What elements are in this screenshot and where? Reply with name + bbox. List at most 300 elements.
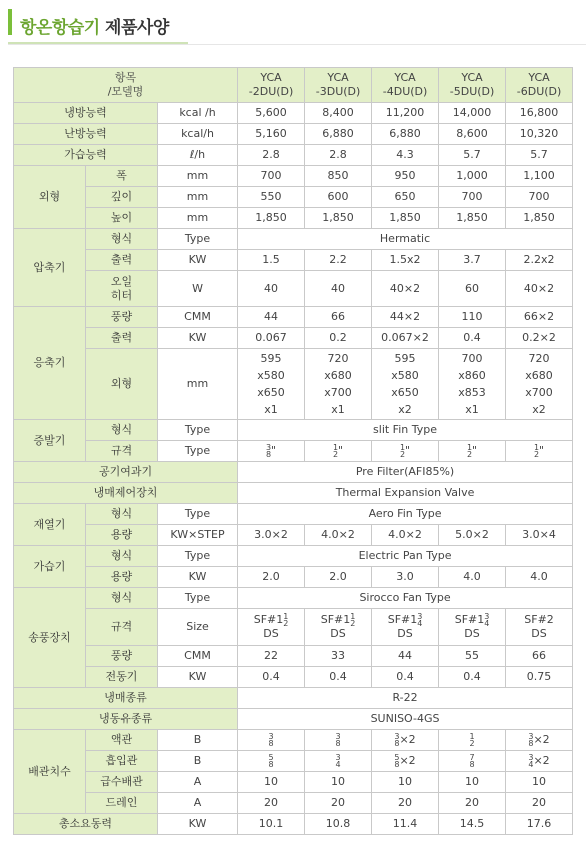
fraction-denominator: 8	[394, 760, 400, 769]
value-cell: 2.2	[305, 250, 372, 271]
model-name-line1: YCA	[327, 71, 349, 84]
value-cell: 22	[238, 646, 305, 667]
dimension-line: x860	[458, 369, 486, 382]
model-name-line2: -4DU(D)	[382, 85, 428, 98]
inch-mark: "	[472, 444, 478, 457]
group-label: 송풍장치	[14, 588, 86, 688]
value-cell	[439, 751, 506, 772]
model-name-line1: YCA	[528, 71, 550, 84]
model-name-line2: -5DU(D)	[449, 85, 495, 98]
sub-label: 출력	[86, 328, 158, 349]
value-cell: 4.0×2	[305, 525, 372, 546]
fraction-denominator: 4	[417, 619, 423, 628]
spec-table-body	[14, 68, 573, 835]
unit-cell: A	[158, 772, 238, 793]
value-cell: 2.2x2	[506, 250, 573, 271]
model-name-line1: YCA	[260, 71, 282, 84]
title-divider	[8, 44, 586, 45]
value-cell: 66	[506, 646, 573, 667]
unit-cell: W	[158, 271, 238, 307]
merged-value-cell: Electric Pan Type	[238, 546, 573, 567]
value-cell	[372, 349, 439, 420]
value-cell: 11,200	[372, 103, 439, 124]
unit-cell: mm	[158, 208, 238, 229]
sub-label: 규격	[86, 609, 158, 646]
fraction-denominator: 2	[466, 450, 473, 459]
unit-cell: B	[158, 730, 238, 751]
fraction	[268, 733, 273, 747]
page-title	[20, 13, 169, 38]
unit-cell: mm	[158, 166, 238, 187]
fraction	[469, 733, 474, 747]
spec-table	[13, 67, 573, 835]
sub-label: 외형	[86, 349, 158, 420]
dimension-line: x2	[532, 403, 546, 416]
value-cell: 1,850	[506, 208, 573, 229]
model-header-cell	[506, 68, 573, 103]
value-cell: 0.4	[238, 667, 305, 688]
table-row	[14, 187, 573, 208]
value-cell	[439, 730, 506, 751]
fan-size: SF#1	[320, 613, 351, 626]
sub-label: 흡입관	[86, 751, 158, 772]
dimension-line: x700	[525, 386, 553, 399]
value-cell: 8,600	[439, 124, 506, 145]
unit-cell: CMM	[158, 307, 238, 328]
merged-value-cell: Aero Fin Type	[238, 504, 573, 525]
fraction-numerator: 1	[469, 732, 475, 741]
fan-suffix: DS	[330, 627, 346, 640]
model-name-line2: -2DU(D)	[248, 85, 294, 98]
group-label: 압축기	[14, 229, 86, 307]
row-label: 총소요동력	[14, 814, 158, 835]
dimension-line: x580	[391, 369, 419, 382]
value-cell: 40×2	[506, 271, 573, 307]
unit-cell: KW	[158, 814, 238, 835]
value-cell: 44	[372, 646, 439, 667]
fraction-denominator: 2	[399, 450, 406, 459]
fan-suffix: DS	[263, 627, 279, 640]
fraction-denominator: 8	[394, 739, 400, 748]
merged-value-cell: Sirocco Fan Type	[238, 588, 573, 609]
fraction-numerator: 3	[417, 612, 423, 621]
fraction-denominator: 4	[528, 760, 534, 769]
value-cell: 60	[439, 271, 506, 307]
table-row	[14, 166, 573, 187]
unit-cell: kcal /h	[158, 103, 238, 124]
value-cell: 66×2	[506, 307, 573, 328]
table-row	[14, 609, 573, 646]
unit-cell: Type	[158, 504, 238, 525]
value-cell: 700	[439, 187, 506, 208]
value-cell	[506, 730, 573, 751]
value-cell: 20	[305, 793, 372, 814]
value-cell: 1,850	[372, 208, 439, 229]
value-cell: 650	[372, 187, 439, 208]
unit-cell: Type	[158, 441, 238, 462]
value-cell: 44	[238, 307, 305, 328]
fraction-denominator: 8	[528, 739, 534, 748]
model-name-line2: -6DU(D)	[516, 85, 562, 98]
value-cell: 0.4	[439, 328, 506, 349]
fraction-numerator: 7	[469, 753, 475, 762]
table-row	[14, 229, 573, 250]
value-cell: 6,880	[305, 124, 372, 145]
table-row	[14, 103, 573, 124]
multiplier: ×2	[399, 754, 416, 767]
unit-cell: Type	[158, 546, 238, 567]
table-row	[14, 504, 573, 525]
sub-label-line2: 히터	[110, 288, 133, 302]
fraction	[335, 754, 340, 768]
sub-label: 형식	[86, 588, 158, 609]
value-cell: 4.3	[372, 145, 439, 166]
fraction-numerator: 1	[533, 443, 540, 452]
model-name-line1: YCA	[461, 71, 483, 84]
unit-cell: Type	[158, 229, 238, 250]
value-cell	[506, 349, 573, 420]
table-row	[14, 124, 573, 145]
value-cell: 1,850	[238, 208, 305, 229]
value-cell: 6,880	[372, 124, 439, 145]
value-cell	[372, 609, 439, 646]
fraction-numerator: 1	[466, 443, 473, 452]
value-cell: 5,160	[238, 124, 305, 145]
value-cell: 1,850	[439, 208, 506, 229]
value-cell: 8,400	[305, 103, 372, 124]
sub-label-line1: 오일	[110, 274, 133, 288]
value-cell	[305, 349, 372, 420]
unit-cell: mm	[158, 349, 238, 420]
table-row	[14, 688, 573, 709]
value-cell: 2.8	[305, 145, 372, 166]
value-cell: 10,320	[506, 124, 573, 145]
group-label: 가습기	[14, 546, 86, 588]
fraction	[469, 754, 474, 768]
value-cell: 3.0	[372, 567, 439, 588]
value-cell: 10	[238, 772, 305, 793]
table-row	[14, 667, 573, 688]
value-cell: 5.7	[439, 145, 506, 166]
sub-label: 출력	[86, 250, 158, 271]
value-cell: 10	[372, 772, 439, 793]
sub-label: 급수배관	[86, 772, 158, 793]
value-cell: 3.0×2	[238, 525, 305, 546]
fraction-denominator: 4	[484, 619, 490, 628]
sub-label: 용량	[86, 525, 158, 546]
unit-cell: A	[158, 793, 238, 814]
value-cell: 14.5	[439, 814, 506, 835]
unit-cell: Type	[158, 588, 238, 609]
merged-value-cell: R-22	[238, 688, 573, 709]
sub-label: 전동기	[86, 667, 158, 688]
unit-cell: kcal/h	[158, 124, 238, 145]
value-cell: 20	[372, 793, 439, 814]
fraction-numerator: 5	[394, 753, 400, 762]
inch-mark: "	[271, 444, 277, 457]
model-header-cell	[439, 68, 506, 103]
table-row	[14, 772, 573, 793]
fraction-denominator: 8	[265, 450, 272, 459]
row-label: 냉매종류	[14, 688, 238, 709]
unit-cell: ℓ/h	[158, 145, 238, 166]
value-cell: 2.8	[238, 145, 305, 166]
value-cell: 1,000	[439, 166, 506, 187]
fraction-numerator: 3	[528, 753, 534, 762]
fraction-denominator: 8	[268, 739, 274, 748]
sub-label: 형식	[86, 504, 158, 525]
value-cell	[238, 441, 305, 462]
dimension-line: x1	[264, 403, 278, 416]
fan-suffix: DS	[531, 627, 547, 640]
value-cell: 1.5	[238, 250, 305, 271]
value-cell: 10	[305, 772, 372, 793]
dimension-line: x650	[257, 386, 285, 399]
table-row	[14, 328, 573, 349]
merged-value-cell: Hermatic	[238, 229, 573, 250]
merged-value-cell: Pre Filter(AFI85%)	[238, 462, 573, 483]
sub-label: 깊이	[86, 187, 158, 208]
dimension-line: 720	[327, 352, 349, 365]
fraction	[417, 613, 422, 627]
table-row	[14, 646, 573, 667]
group-label: 재열기	[14, 504, 86, 546]
sub-label: 형식	[86, 420, 158, 441]
table-row	[14, 814, 573, 835]
row-label: 난방능력	[14, 124, 158, 145]
dimension-line: 595	[260, 352, 282, 365]
dimension-line: x700	[324, 386, 352, 399]
fraction-denominator: 2	[469, 739, 475, 748]
value-cell: 110	[439, 307, 506, 328]
dimension-line: x580	[257, 369, 285, 382]
value-cell: 2.0	[238, 567, 305, 588]
fraction-numerator: 1	[399, 443, 406, 452]
fraction	[484, 613, 489, 627]
fraction-numerator: 3	[394, 732, 400, 741]
value-cell: 0.2×2	[506, 328, 573, 349]
value-cell: 4.0	[439, 567, 506, 588]
value-cell	[305, 609, 372, 646]
fan-suffix: DS	[397, 627, 413, 640]
fraction-numerator: 3	[528, 732, 534, 741]
unit-cell: KW	[158, 250, 238, 271]
value-cell	[305, 751, 372, 772]
sub-label: 높이	[86, 208, 158, 229]
inch-mark: "	[338, 444, 344, 457]
unit-cell: KW	[158, 567, 238, 588]
multiplier: ×2	[533, 733, 550, 746]
table-row	[14, 250, 573, 271]
dimension-line: x1	[465, 403, 479, 416]
value-cell	[506, 609, 573, 646]
value-cell: 850	[305, 166, 372, 187]
group-label: 배관치수	[14, 730, 86, 814]
value-cell	[439, 609, 506, 646]
table-row	[14, 271, 573, 307]
value-cell: 40×2	[372, 271, 439, 307]
title-part-1: 항온항습기	[20, 18, 100, 38]
header-label-cell	[14, 68, 238, 103]
model-name-line1: YCA	[394, 71, 416, 84]
fraction-denominator: 2	[283, 619, 289, 628]
value-cell	[305, 441, 372, 462]
dimension-line: x1	[331, 403, 345, 416]
value-cell: 950	[372, 166, 439, 187]
dimension-line: 700	[461, 352, 483, 365]
sub-label: 풍량	[86, 307, 158, 328]
table-row	[14, 751, 573, 772]
row-label: 냉매제어장치	[14, 483, 238, 504]
value-cell: 0.2	[305, 328, 372, 349]
value-cell: 1,100	[506, 166, 573, 187]
fraction-numerator: 1	[283, 612, 289, 621]
fan-size: SF#1	[387, 613, 418, 626]
fan-size: SF#1	[253, 613, 284, 626]
value-cell: 4.0	[506, 567, 573, 588]
value-cell	[238, 730, 305, 751]
unit-cell: Size	[158, 609, 238, 646]
value-cell: 11.4	[372, 814, 439, 835]
value-cell: 4.0×2	[372, 525, 439, 546]
sub-label: 형식	[86, 546, 158, 567]
value-cell: 40	[305, 271, 372, 307]
table-row	[14, 709, 573, 730]
value-cell: 600	[305, 187, 372, 208]
dimension-line: x680	[525, 369, 553, 382]
value-cell: 0.067	[238, 328, 305, 349]
row-label: 가습능력	[14, 145, 158, 166]
value-cell: 3.7	[439, 250, 506, 271]
header-label-1: 항목	[114, 71, 137, 84]
table-row	[14, 145, 573, 166]
multiplier: ×2	[533, 754, 550, 767]
fraction-numerator: 3	[484, 612, 490, 621]
sub-label: 폭	[86, 166, 158, 187]
value-cell: 20	[439, 793, 506, 814]
value-cell: 3.0×4	[506, 525, 573, 546]
sub-label: 풍량	[86, 646, 158, 667]
header-label-2: /모델명	[107, 85, 144, 98]
fraction-numerator: 1	[332, 443, 339, 452]
dimension-line: 595	[394, 352, 416, 365]
row-label: 냉동유종류	[14, 709, 238, 730]
value-cell	[506, 751, 573, 772]
sub-label: 형식	[86, 229, 158, 250]
value-cell: 44×2	[372, 307, 439, 328]
value-cell: 66	[305, 307, 372, 328]
value-cell	[372, 730, 439, 751]
fraction-denominator: 2	[350, 619, 356, 628]
table-row	[14, 420, 573, 441]
fraction-denominator: 8	[268, 760, 274, 769]
table-row	[14, 441, 573, 462]
value-cell: 10.1	[238, 814, 305, 835]
value-cell: 5.0×2	[439, 525, 506, 546]
fraction-numerator: 3	[335, 732, 341, 741]
multiplier: ×2	[399, 733, 416, 746]
table-row	[14, 588, 573, 609]
fan-suffix: DS	[464, 627, 480, 640]
value-cell: 14,000	[439, 103, 506, 124]
value-cell: 10.8	[305, 814, 372, 835]
fraction	[283, 613, 288, 627]
title-part-2: 제품사양	[105, 18, 169, 38]
sub-label	[86, 271, 158, 307]
value-cell	[439, 349, 506, 420]
dimension-line: x853	[458, 386, 486, 399]
value-cell: 0.4	[305, 667, 372, 688]
value-cell: 700	[506, 187, 573, 208]
row-label: 공기여과기	[14, 462, 238, 483]
dimension-line: x680	[324, 369, 352, 382]
fraction-denominator: 2	[533, 450, 540, 459]
fraction-numerator: 3	[265, 443, 272, 452]
value-cell	[238, 609, 305, 646]
inch-mark: "	[405, 444, 411, 457]
fraction-numerator: 3	[335, 753, 341, 762]
fraction-numerator: 5	[268, 753, 274, 762]
inch-mark: "	[539, 444, 545, 457]
table-row	[14, 567, 573, 588]
value-cell: 2.0	[305, 567, 372, 588]
unit-cell: KW×STEP	[158, 525, 238, 546]
dimension-line: 720	[528, 352, 550, 365]
value-cell	[372, 441, 439, 462]
value-cell: 1,850	[305, 208, 372, 229]
sub-label: 용량	[86, 567, 158, 588]
table-row	[14, 793, 573, 814]
value-cell: 5,600	[238, 103, 305, 124]
fraction-denominator: 8	[469, 760, 475, 769]
fraction-numerator: 1	[350, 612, 356, 621]
group-label: 증발기	[14, 420, 86, 462]
table-row	[14, 307, 573, 328]
table-row	[14, 462, 573, 483]
sub-label: 드레인	[86, 793, 158, 814]
value-cell: 20	[238, 793, 305, 814]
sub-label: 액관	[86, 730, 158, 751]
fraction	[268, 754, 273, 768]
fraction-numerator: 3	[268, 732, 274, 741]
sub-label: 규격	[86, 441, 158, 462]
row-label: 냉방능력	[14, 103, 158, 124]
value-cell: 700	[238, 166, 305, 187]
merged-value-cell: slit Fin Type	[238, 420, 573, 441]
group-label: 외형	[14, 166, 86, 229]
table-row	[14, 730, 573, 751]
unit-cell: Type	[158, 420, 238, 441]
model-header-cell	[238, 68, 305, 103]
fraction	[350, 613, 355, 627]
value-cell: 10	[439, 772, 506, 793]
fraction-denominator: 2	[332, 450, 339, 459]
model-name-line2: -3DU(D)	[315, 85, 361, 98]
value-cell: 16,800	[506, 103, 573, 124]
value-cell: 0.067×2	[372, 328, 439, 349]
model-header-cell	[305, 68, 372, 103]
unit-cell: KW	[158, 328, 238, 349]
value-cell: 0.4	[372, 667, 439, 688]
value-cell	[506, 441, 573, 462]
value-cell: 10	[506, 772, 573, 793]
value-cell: 55	[439, 646, 506, 667]
fan-size: SF#2	[524, 613, 554, 626]
model-header-cell	[372, 68, 439, 103]
value-cell: 33	[305, 646, 372, 667]
group-label: 응축기	[14, 307, 86, 420]
table-row	[14, 208, 573, 229]
